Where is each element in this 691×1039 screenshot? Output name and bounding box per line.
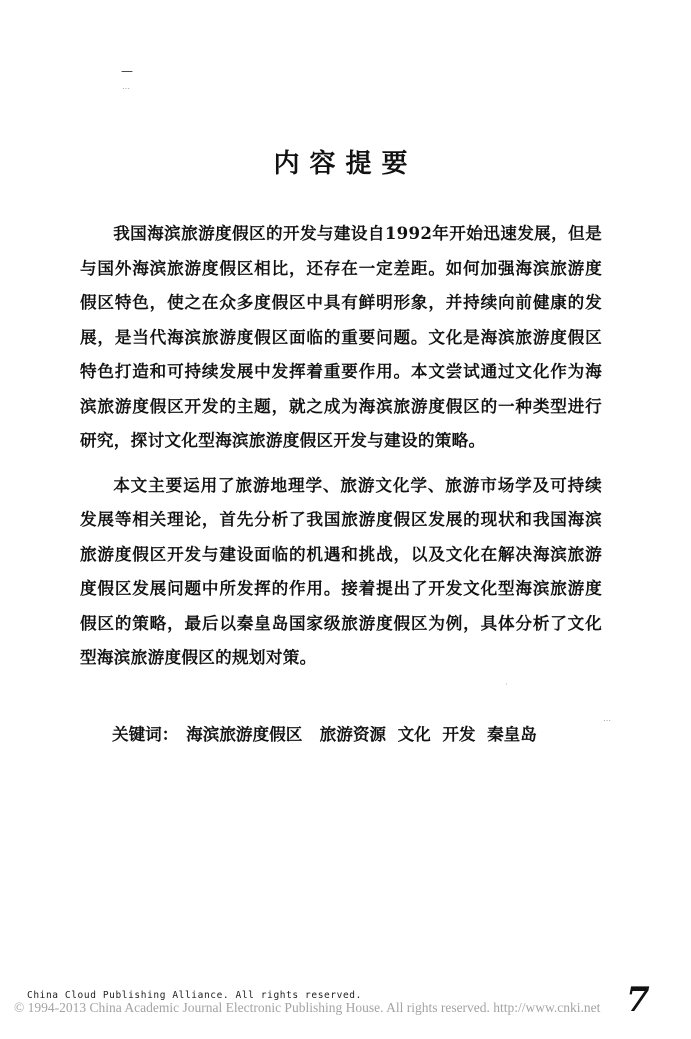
keywords-label: 关键词： <box>112 724 179 744</box>
page-number: 7 <box>626 980 650 1020</box>
header-mark: — <box>121 64 133 78</box>
abstract-paragraph: 本文主要运用了旅游地理学、旅游文化学、旅游市场学及可持续发展等相关理论，首先分析了我国旅游度假区发展的现状和我国海滨旅游度假区开发与建设面临的机遇和挑战，以及文化在解决海滨旅游度假区发展问题中所发挥的作用。接着提出了开发文化型海滨旅游度假区的策略，最后以秦皇岛国家级旅游度假区为例，具体分析了文化型海滨旅游度假区的规划对策。 <box>80 474 602 667</box>
footer-copyright: © 1994-2013 China Academic Journal Electronic Publishing House. All rights reserved. http://www.cnki.net <box>14 1000 601 1015</box>
keyword: 文化 <box>397 724 431 744</box>
keyword: 海滨旅游度假区 <box>186 724 303 744</box>
keyword: 秦皇岛 <box>487 724 537 744</box>
footer-rights: China Cloud Publishing Alliance. All rights reserved. <box>27 990 362 1001</box>
keyword: 旅游资源 <box>319 724 387 744</box>
scan-speck: · <box>505 680 508 689</box>
abstract-paragraph: 我国海滨旅游度假区的开发与建设自1992年开始迅速发展，但是与国外海滨旅游度假区相比，还存在一定差距。如何加强海滨旅游度假区特色，使之在众多度假区中具有鲜明形象，并持续向前健康的发展，是当代海滨旅游度假区面临的重要问题。文化是海滨旅游度假区特色打造和可持续发展中发挥着重要作用。本文尝试通过文化作为海滨旅游度假区开发的主题，就之成为海滨旅游度假区的一种类型进行研究，探讨文化型海滨旅游度假区开发与建设的策略。 <box>80 223 602 450</box>
scan-speck: ⋯ <box>603 716 611 725</box>
scan-speck: ⋯ <box>122 84 130 93</box>
keyword: 开发 <box>442 724 476 744</box>
abstract-body <box>80 216 602 675</box>
page-title: 内容提要 <box>273 149 418 180</box>
keywords-line <box>112 721 537 745</box>
